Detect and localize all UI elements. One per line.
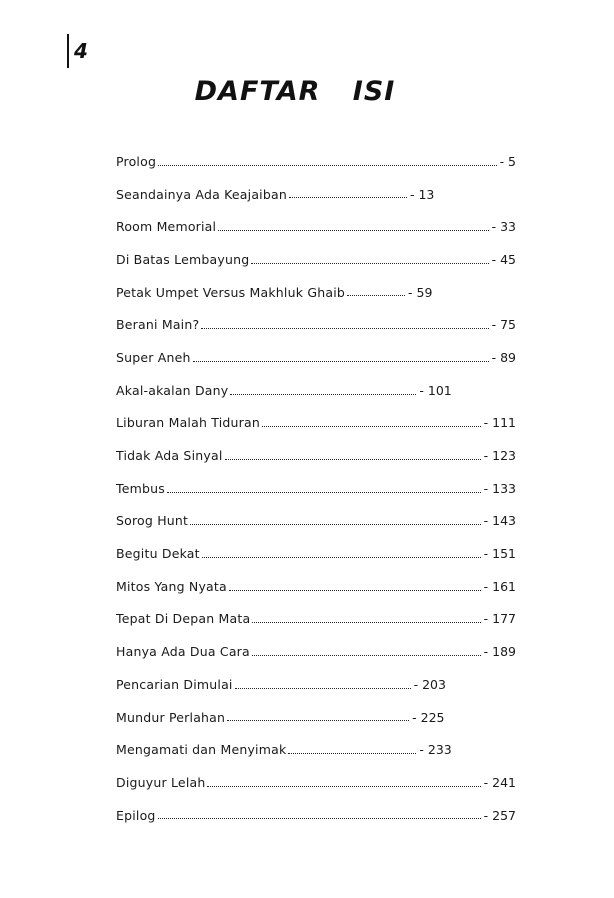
toc-leader-dots [230,393,416,395]
toc-entry-page: - 241 [483,774,516,790]
toc-entry-page: - 33 [491,219,516,235]
toc-entry-page: - 225 [412,709,445,725]
toc-entry-title: Diguyur Lelah [116,774,206,790]
toc-entry [116,439,516,472]
toc-entry-page: - 143 [483,513,516,529]
toc-entry-title: Seandainya Ada Keajaiban [116,186,287,202]
toc-entry-page: - 123 [483,448,516,464]
toc-entry [116,210,516,243]
toc-leader-dots [252,621,480,623]
toc-leader-dots [158,164,496,166]
toc-entry-title: Hanya Ada Dua Cara [116,644,250,660]
toc-entry-title: Petak Umpet Versus Makhluk Ghaib [116,284,346,300]
toc-entry-title: Liburan Malah Tiduran [116,415,260,431]
toc-entry-page: - 101 [419,382,452,398]
toc-entry-title: Berani Main? [116,317,200,333]
toc-leader-dots [202,556,481,558]
toc-entry-page: - 59 [408,284,433,300]
toc-entry [116,570,516,603]
toc-entry [116,407,516,440]
toc-entry-title: Tidak Ada Sinyal [116,448,223,464]
toc-entry-title: Prolog [116,153,157,169]
toc-entry [116,635,516,668]
page-number: 4 [74,39,88,63]
toc-leader-dots [190,523,481,525]
toc-entry-title: Tepat Di Depan Mata [116,611,251,627]
toc-entry-page: - 151 [483,546,516,562]
toc-entry-title: Begitu Dekat [116,546,200,562]
toc-entry [116,243,516,276]
toc-leader-dots [207,785,480,787]
toc-leader-dots [252,654,481,656]
toc-leader-dots [288,752,416,754]
toc-entry [116,701,476,734]
toc-entry [116,178,476,211]
toc-entry-page: - 257 [483,807,516,823]
toc-entry [116,374,476,407]
toc-entry-title: Room Memorial [116,219,217,235]
toc-entry-title: Pencarian Dimulai [116,676,233,692]
table-of-contents [116,145,516,831]
page-title: DAFTAR ISI [194,76,396,107]
toc-entry [116,668,476,701]
toc-entry-title: Mengamati dan Menyimak [116,742,287,758]
toc-leader-dots [225,458,481,460]
toc-leader-dots [229,589,481,591]
toc-entry [116,341,516,374]
toc-entry-page: - 111 [483,415,516,431]
toc-entry-title: Super Aneh [116,349,191,365]
toc-entry [116,733,476,766]
toc-entry-title: Sorog Hunt [116,513,189,529]
toc-leader-dots [347,294,405,296]
toc-entry-page: - 203 [413,676,446,692]
toc-entry-title: Di Batas Lembayung [116,251,250,267]
toc-leader-dots [289,196,407,198]
toc-entry-page: - 89 [491,349,516,365]
toc-entry-title: Tembus [116,480,165,496]
toc-leader-dots [193,360,489,362]
toc-entry-page: - 161 [483,578,516,594]
toc-entry [116,505,516,538]
toc-leader-dots [218,229,488,231]
toc-leader-dots [251,262,488,264]
toc-entry-title: Mundur Perlahan [116,709,226,725]
toc-leader-dots [235,687,411,689]
toc-entry-title: Mitos Yang Nyata [116,578,227,594]
toc-entry [116,308,516,341]
page-number-rule [67,34,69,68]
toc-entry [116,603,516,636]
toc-entry [116,145,516,178]
toc-entry-page: - 13 [409,186,435,202]
toc-entry [116,472,516,505]
toc-leader-dots [167,491,481,493]
toc-leader-dots [262,425,481,427]
toc-entry-page: - 75 [491,317,516,333]
toc-entry-page: - 5 [499,153,516,169]
toc-leader-dots [227,719,409,721]
toc-entry-page: - 177 [483,611,516,627]
toc-entry-title: Epilog [116,807,156,823]
toc-entry-page: - 189 [483,644,516,660]
toc-entry-page: - 233 [419,742,452,758]
toc-entry-page: - 133 [483,480,516,496]
toc-entry [116,799,516,832]
toc-entry-page: - 45 [491,251,516,267]
toc-entry [116,276,476,309]
toc-entry [116,537,516,570]
toc-entry [116,766,516,799]
toc-entry-title: Akal-akalan Dany [116,382,229,398]
toc-leader-dots [158,817,481,819]
toc-leader-dots [201,327,488,329]
